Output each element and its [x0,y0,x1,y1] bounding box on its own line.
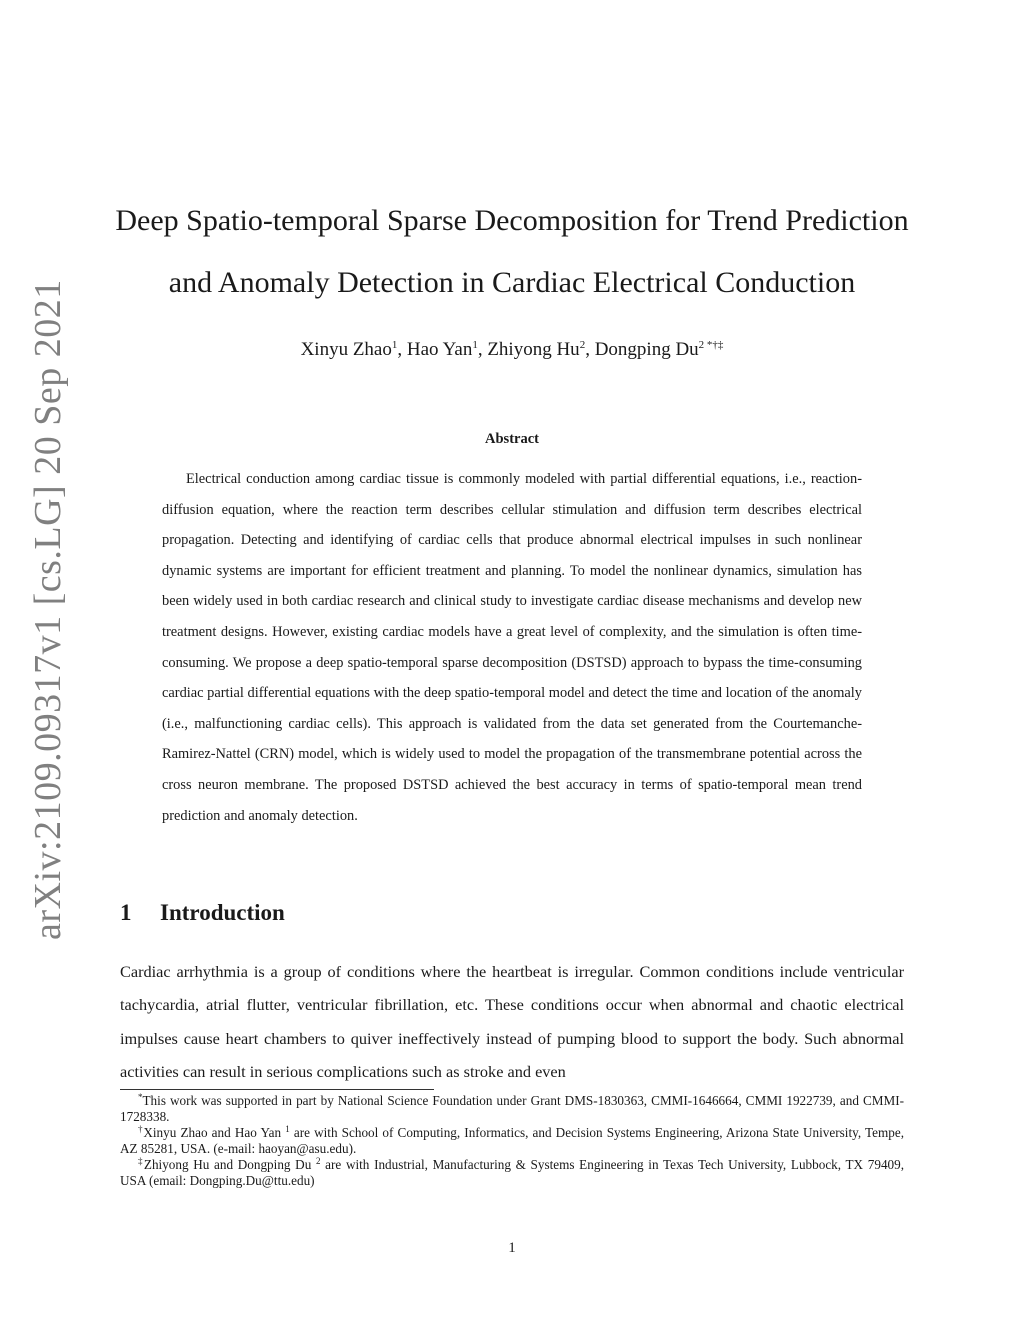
footnote-affiliation-mark: 2 [316,1156,321,1166]
paper-title-line-2: and Anomaly Detection in Cardiac Electrical Conduction [168,266,856,299]
footnote-text: Xinyu Zhao and Hao Yan [143,1125,282,1140]
footnote-text: are with Industrial, Manufacturing & Systems Engineering in Texas Tech University, Lubbock, TX 79409, USA (email: Dongping.Du@ttu.edu) [120,1157,905,1188]
footnote-text: are with School of Computing, Informatics, and Decision Systems Engineering, Arizona State University, Tempe, AZ 85281, USA. (e-mail: haoyan@asu.edu). [120,1125,905,1156]
footnote-affiliation-asu [120,1125,904,1157]
footnotes [120,1093,904,1189]
footnote-mark: * [138,1092,143,1102]
footnote-mark: ‡ [138,1156,144,1166]
footnote-funding [120,1093,904,1125]
author-affiliation-mark: 1 [391,339,398,351]
author-name: Dongping Du [594,339,699,360]
abstract-paragraph: Electrical conduction among cardiac tissue is commonly modeled with partial differential equations, i.e., reaction-diffusion equation, where the reaction term describes cellular stimulation and diffusion term describes electrical propagation. Detecting and identifying of cardiac cells that produce abnormal electrical impulses in such nonlinear dynamic systems are important for efficient treatment and planning. To model the nonlinear dynamics, simulation has been widely used in both cardiac research and clinical study to investigate cardiac disease mechanisms and develop new treatment designs. However, existing cardiac models have a great level of complexity, and the simulation is often time-consuming. We propose a deep spatio-temporal sparse decomposition (DSTSD) approach to bypass the time-consuming cardiac partial differential equations with the deep spatio-temporal model and detect the time and location of the anomaly (i.e., malfunctioning cardiac cells). This approach is validated from the data set generated from the Courtemanche-Ramirez-Nattel (CRN) model, which is widely used to model the propagation of the transmembrane potential across the cross neuron membrane. The proposed DSTSD achieved the best accuracy in terms of spatio-temporal mean trend prediction and anomaly detection. [162,471,862,824]
arxiv-identifier-stamp: arXiv:2109.09317v1 [cs.LG] 20 Sep 2021 [27,279,69,940]
author-affiliation-mark: 1 [472,339,478,351]
abstract-heading: Abstract [485,431,539,447]
footnote-text: This work was supported in part by National Science Foundation under Grant DMS-1830363, CMMI-1646664, CMMI 1922739, and CMMI-1728338. [120,1093,904,1124]
paper-title-line-1: Deep Spatio-temporal Sparse Decomposition for Trend Prediction [115,204,909,237]
footnote-text: Zhiyong Hu and Dongping Du [143,1157,312,1172]
author-affiliation-mark: 2 [579,339,586,351]
author-list: Xinyu Zhao$^1$, Hao Yan$^1$, Zhiyong Hu$^2$, Dongping $Du^{2 *\dagger\ddagger}$ [300,339,724,360]
footnote-affiliation-ttu [120,1157,904,1189]
page-number: 1 [508,1240,516,1256]
footnote-divider [120,1089,434,1090]
footnote-affiliation-mark: 1 [285,1124,290,1134]
author-name: Hao Yan [406,339,473,360]
author-name: Xinyu Zhao [300,339,392,360]
section-number: 1 [120,900,132,925]
section-title: Introduction [160,900,285,925]
footnote-mark: † [138,1124,144,1134]
author-affiliation-mark: 2 *†‡ [698,339,724,351]
author-name: Zhiyong Hu [487,339,580,360]
introduction-paragraph: Cardiac arrhythmia is a group of conditions where the heartbeat is irregular. Common conditions include ventricular tachycardia, atrial flutter, ventricular fibrillation, etc. These conditions occur when abnormal and chaotic electrical impulses cause heart chambers to quiver ineffectively instead of pumping blood to support the body. Such abnormal activities can result in serious complications such as stroke and even [120,962,904,1081]
section-heading [120,900,285,926]
